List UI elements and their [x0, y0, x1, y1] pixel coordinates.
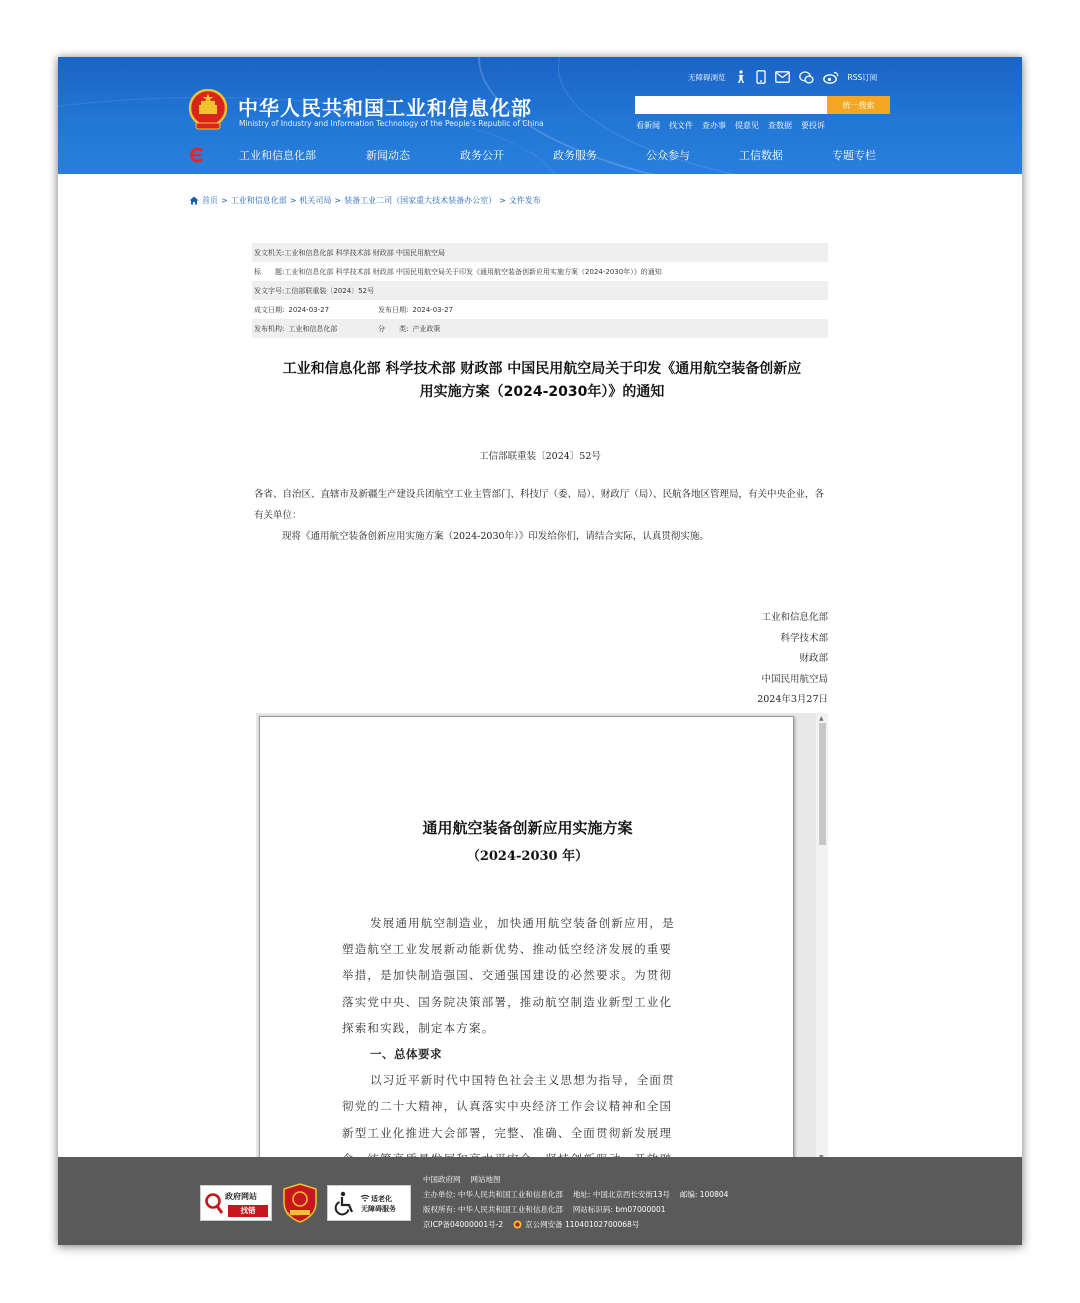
- pdf-line: 举措，是加快制造强国、交通强国建设的必然要求。为贯彻: [342, 968, 673, 983]
- footer-address: 地址: 中国北京西长安街13号: [572, 1190, 670, 1199]
- footer-info: [423, 1172, 728, 1232]
- document-paragraph: 各省、自治区、直辖市及新疆生产建设兵团航空工业主管部门、科技厅（委、局）、财政厅（局）、民航各地区管理局，有关中央企业，各有关单位：: [254, 489, 825, 521]
- meta-row-title: [252, 262, 828, 281]
- document-signature: [757, 608, 828, 711]
- nav-item-gov-affairs[interactable]: 政务公开: [460, 149, 504, 162]
- meta-label: 发文字号:: [254, 286, 285, 295]
- wechat-icon[interactable]: [799, 71, 814, 84]
- meta-value: 2024-03-27: [412, 305, 454, 314]
- footer-police-link[interactable]: 京公网安备 11040102700068号: [525, 1220, 640, 1229]
- breadcrumb-item[interactable]: 装备工业二司（国家重大技术装备办公室）: [344, 196, 497, 205]
- footer-link[interactable]: 中国政府网: [423, 1175, 461, 1184]
- document-title: 工业和信息化部 科学技术部 财政部 中国民用航空局关于印发《通用航空装备创新应 用实施方案（2024-2030年）》的通知: [282, 361, 802, 400]
- meta-label: 分 类:: [378, 324, 409, 333]
- meta-value: 产业政策: [412, 324, 441, 333]
- meta-value: 工业和信息化部: [288, 324, 338, 333]
- document-meta-table: [252, 243, 828, 338]
- meta-value: 2024-03-27: [288, 305, 330, 314]
- footer-link[interactable]: 网站地图: [470, 1175, 501, 1184]
- unified-search-button[interactable]: 统一搜索: [827, 96, 890, 114]
- quick-link[interactable]: 提意见: [735, 121, 759, 130]
- quick-link[interactable]: 要投诉: [801, 121, 825, 130]
- pdf-title: 通用航空装备创新应用实施方案: [422, 819, 633, 837]
- meta-row-issuer: [252, 243, 828, 262]
- document-paragraph: 现将《通用航空装备创新应用实施方案（2024-2030年）》印发给你们，请结合实际，认真贯彻实施。: [282, 531, 709, 542]
- meta-value: 工业和信息化部 科学技术部 财政部 中国民用航空局关于印发《通用航空装备创新应用实施方案（2024-2030年）》的通知: [284, 267, 662, 276]
- site-title[interactable]: 中华人民共和国工业和信息化部: [238, 96, 532, 120]
- footer-copyright: 版权所有: 中华人民共和国工业和信息化部: [423, 1205, 563, 1214]
- meta-label: 标 题:: [254, 267, 285, 276]
- breadcrumb: 首页 > 工业和信息化部 > 机关司局 > 装备工业二司（国家重大技术装备办公室） > 文件发布: [189, 195, 541, 206]
- meta-value: 工业和信息化部 科学技术部 财政部 中国民用航空局: [284, 248, 446, 257]
- pdf-subtitle: （2024-2030 年）: [466, 849, 589, 864]
- header-toolbar: [688, 70, 877, 84]
- breadcrumb-item[interactable]: 工业和信息化部: [230, 196, 287, 205]
- pdf-line: 探索和实践，制定本方案。: [342, 1020, 495, 1035]
- meta-row-docno: [252, 281, 828, 300]
- quick-link[interactable]: 查办事: [702, 121, 726, 130]
- nav-item-data[interactable]: 工信数据: [739, 149, 783, 162]
- browser-page: [58, 57, 1022, 1245]
- meta-label: 发文机关:: [254, 248, 285, 257]
- brand-mark-icon: [189, 146, 205, 164]
- pdf-line: 彻党的二十大精神，认真落实中央经济工作会议精神和全国: [342, 1099, 673, 1114]
- mobile-icon[interactable]: [756, 70, 766, 84]
- document-number: 工信部联重装〔2024〕52号: [479, 451, 601, 462]
- nav-item-news[interactable]: 新闻动态: [366, 149, 410, 162]
- pdf-line: 发展通用航空制造业，加快通用航空装备创新应用，是: [370, 916, 675, 930]
- site-header: [58, 57, 1022, 174]
- meta-row-dates: [252, 300, 828, 319]
- footer-host: 主办单位: 中华人民共和国工业和信息化部: [423, 1190, 563, 1199]
- breadcrumb-item[interactable]: 机关司局: [299, 196, 332, 205]
- main-nav: [58, 144, 1022, 168]
- badge2-label: 党政机关: [286, 1212, 300, 1216]
- pdf-line: 新型工业化推进大会部署，完整、准确、全面贯彻新发展理: [342, 1125, 673, 1140]
- pdf-heading: 一、总体要求: [370, 1047, 442, 1062]
- home-icon[interactable]: [189, 196, 199, 205]
- elderly-accessibility-badge[interactable]: 适老化 无障碍服务: [327, 1185, 411, 1221]
- site-footer: [58, 1157, 1022, 1245]
- quick-link[interactable]: 看新闻: [636, 121, 660, 130]
- nav-item-services[interactable]: 政务服务: [553, 149, 597, 162]
- nav-item-miit[interactable]: 工业和信息化部: [239, 149, 316, 162]
- nav-item-topics[interactable]: 专题专栏: [832, 149, 876, 162]
- scroll-up-icon[interactable]: ▲: [819, 715, 824, 722]
- nav-item-participation[interactable]: 公众参与: [646, 149, 690, 162]
- site-subtitle: Ministry of Industry and Information Technology of the People's Republic of China: [239, 119, 544, 128]
- pdf-line: 落实党中央、国务院决策部署，推动航空制造业新型工业化: [342, 994, 673, 1009]
- wifi-icon: [360, 1194, 370, 1202]
- national-emblem-icon[interactable]: [188, 89, 228, 131]
- weibo-icon[interactable]: [823, 71, 839, 84]
- pdf-scrollbar[interactable]: [816, 713, 828, 1163]
- search-input[interactable]: [635, 96, 827, 114]
- wheelchair-icon: [334, 1191, 358, 1217]
- meta-label: 发布机构:: [254, 324, 285, 333]
- meta-label: 成文日期:: [254, 305, 285, 314]
- pdf-viewer[interactable]: [256, 713, 828, 1163]
- magnifier-icon: [204, 1190, 224, 1218]
- party-gov-badge-icon[interactable]: [282, 1183, 318, 1223]
- footer-postcode: 邮编: 100804: [679, 1190, 729, 1199]
- pdf-line: 塑造航空工业发展新动能新优势、推动低空经济发展的重要: [342, 942, 673, 957]
- pdf-line: 以习近平新时代中国特色社会主义思想为指导，全面贯: [370, 1073, 675, 1088]
- signature-date: 2024年3月27日: [757, 694, 828, 705]
- scrollbar-thumb[interactable]: [819, 723, 826, 845]
- meta-row-org: [252, 319, 828, 338]
- meta-label: 发布日期:: [378, 305, 409, 314]
- mail-icon[interactable]: [775, 71, 790, 83]
- quick-link[interactable]: 查数据: [768, 121, 792, 130]
- accessibility-icon[interactable]: [735, 70, 747, 84]
- document-body: [254, 484, 828, 547]
- pdf-page: [259, 716, 794, 1163]
- signature-line: 财政部: [799, 653, 828, 664]
- police-badge-icon: [513, 1220, 522, 1229]
- rss-link[interactable]: RSS订阅: [847, 72, 878, 82]
- signature-line: 科学技术部: [780, 632, 828, 644]
- breadcrumb-item[interactable]: 文件发布: [508, 196, 541, 205]
- footer-site-id: 网站标识码: bm07000001: [572, 1205, 666, 1214]
- meta-value: 工信部联重装〔2024〕52号: [284, 286, 375, 295]
- quick-link[interactable]: 找文件: [669, 121, 693, 130]
- footer-icp-link[interactable]: 京ICP备04000001号-2: [423, 1220, 504, 1229]
- signature-line: 工业和信息化部: [761, 612, 828, 623]
- breadcrumb-home[interactable]: 首页: [202, 196, 218, 205]
- quick-links: [636, 120, 825, 131]
- signature-line: 中国民用航空局: [761, 673, 828, 685]
- pdf-text: [342, 910, 719, 1163]
- accessible-browse-link[interactable]: 无障碍浏览: [688, 72, 726, 82]
- gov-website-error-badge[interactable]: 政府网站 找错: [200, 1185, 272, 1221]
